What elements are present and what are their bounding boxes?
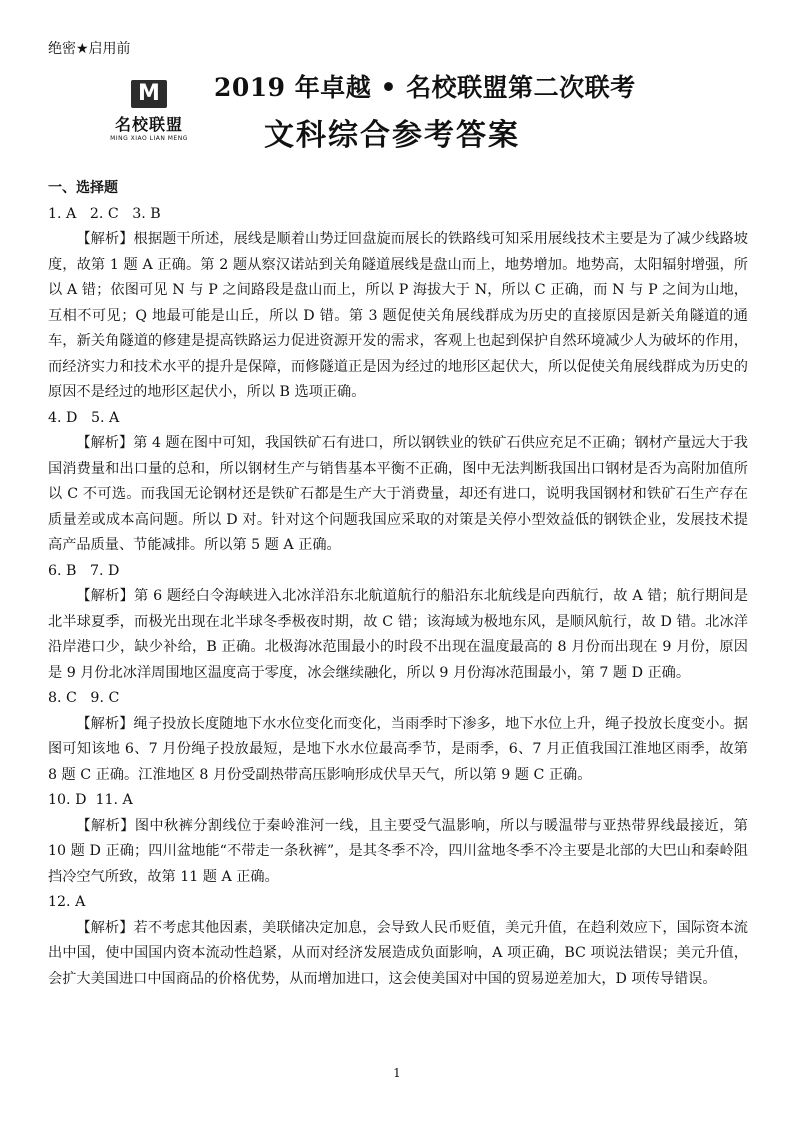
page-number: 1 [393,1066,401,1080]
answer-block [48,559,748,687]
logo-letter: M [138,81,160,106]
answer-keys: 10. D 11. A [48,792,133,808]
logo-pinyin: MING XIAO LIAN MENG [110,135,188,142]
answer-keys: 1. A 2. C 3. B [48,205,161,222]
analysis-paragraph: 【解析】图中秋裤分割线位于秦岭淮河一线，且主要受气温影响，所以与暖温带与亚热带界线最接近，第 10 题 D 正确；四川盆地能“不带走一条秋裤”，是其冬季不冷，四川盆地冬季不冷主要是北部的大巴山和秦岭阻挡冷空气所致，故第 11 题 A 正确。 [48,817,748,885]
analysis-paragraph: 【解析】第 6 题经白令海峡进入北冰洋沿东北航道航行的船沿东北航线是向西航行，故 A 错；航行期间是北半球夏季，而极光出现在北半球冬季极夜时期，故 C 错；该海域为极地东风，是顺风航行，故 D 错。北冰洋沿岸港口少，缺少补给，B 正确。北极海冰范围最小的时段不出现在温度最高的 8 月份而出现在 9 月份，原因是 9 月份北冰洋周围地区温度高于零度，冰会继续融化，所以 9 月份海冰范围最小，第 7 题 D 正确。 [48,588,748,681]
exam-title: 2019 年卓越 • 名校联盟第二次联考 [214,73,636,102]
answer-block [48,406,748,559]
analysis-paragraph: 【解析】根据题干所述，展线是顺着山势迂回盘旋而展长的铁路线可知采用展线技术主要是为了减少线路坡度，故第 1 题 A 正确。第 2 题从察汉诺站到关角隧道展线是盘山而上，地势增加。地势高，太阳辐射增强，所以 A 错；依图可见 N 与 P 之间路段是盘山而上，所以 P 海拔大于 N，所以 C 正确，而 N 与 P 之间为山地，互相不可见；Q 地最可能是山丘，所以 D 错。第 3 题促使关角展线群成为历史的直接原因是新关角隧道的通车，新关角隧道的修建是提高铁路运力促进资源开发的需求，客观上也起到保护自然环境减少人为破坏的作用，而经济实力和技术水平的提升是保障，而修隧道正是因为经过的地形区起伏大，所以促使关角展线群成为历史的原因不是经过的地形区起伏小，所以 B 选项正确。 [48,231,748,400]
answer-keys: 12. A [48,894,86,910]
analysis-paragraph: 【解析】若不考虑其他因素，美联储决定加息，会导致人民币贬值，美元升值，在趋利效应下，国际资本流出中国，使中国国内资本流动性趋紧，从而对经济发展造成负面影响，A 项正确，BC 项说法错误；美元升值，会扩大美国进口中国商品的价格优势，从而增加进口，这会使美国对中国的贸易逆差加大，D 项传导错误。 [48,919,748,987]
answer-block [48,788,748,890]
answer-content [48,176,748,992]
answer-block [48,890,748,992]
answer-block [48,686,748,788]
answer-keys: 8. C 9. C [48,690,120,706]
league-logo [104,78,194,148]
answer-keys: 6. B 7. D [48,562,120,579]
answer-block [48,202,748,406]
analysis-paragraph: 【解析】绳子投放长度随地下水水位变化而变化，当雨季时下渗多，地下水位上升，绳子投放长度变小。据图可知该地 6、7 月份绳子投放最短，是地下水水位最高季节，是雨季，6、7 月正值我国江淮地区雨季，故第 8 题 C 正确。江淮地区 8 月份受副热带高压影响形成伏旱天气，所以第 9 题 C 正确。 [48,715,748,783]
answer-keys: 4. D 5. A [48,409,120,426]
logo-name: 名校联盟 [114,115,183,134]
analysis-paragraph: 【解析】第 4 题在图中可知，我国铁矿石有进口，所以钢铁业的铁矿石供应充足不正确；钢材产量远大于我国消费量和出口量的总和，所以钢材生产与销售基本平衡不正确，图中无法判断我国出口钢材是否为高附加值所以 C 不可选。而我国无论钢材还是铁矿石都是生产大于消费量，却还有进口，说明我国钢材和铁矿石生产存在质量差或成本高问题。所以 D 对。针对这个问题我国应采取的对策是关停小型效益低的钢铁企业，发展技术提高产品质量、节能减排。所以第 5 题 A 正确。 [48,435,748,553]
logo-emblem [127,78,171,110]
document-title: 文科综合参考答案 [264,118,520,153]
section-heading: 一、选择题 [48,180,118,196]
confidential-mark: 绝密★启用前 [48,41,131,57]
